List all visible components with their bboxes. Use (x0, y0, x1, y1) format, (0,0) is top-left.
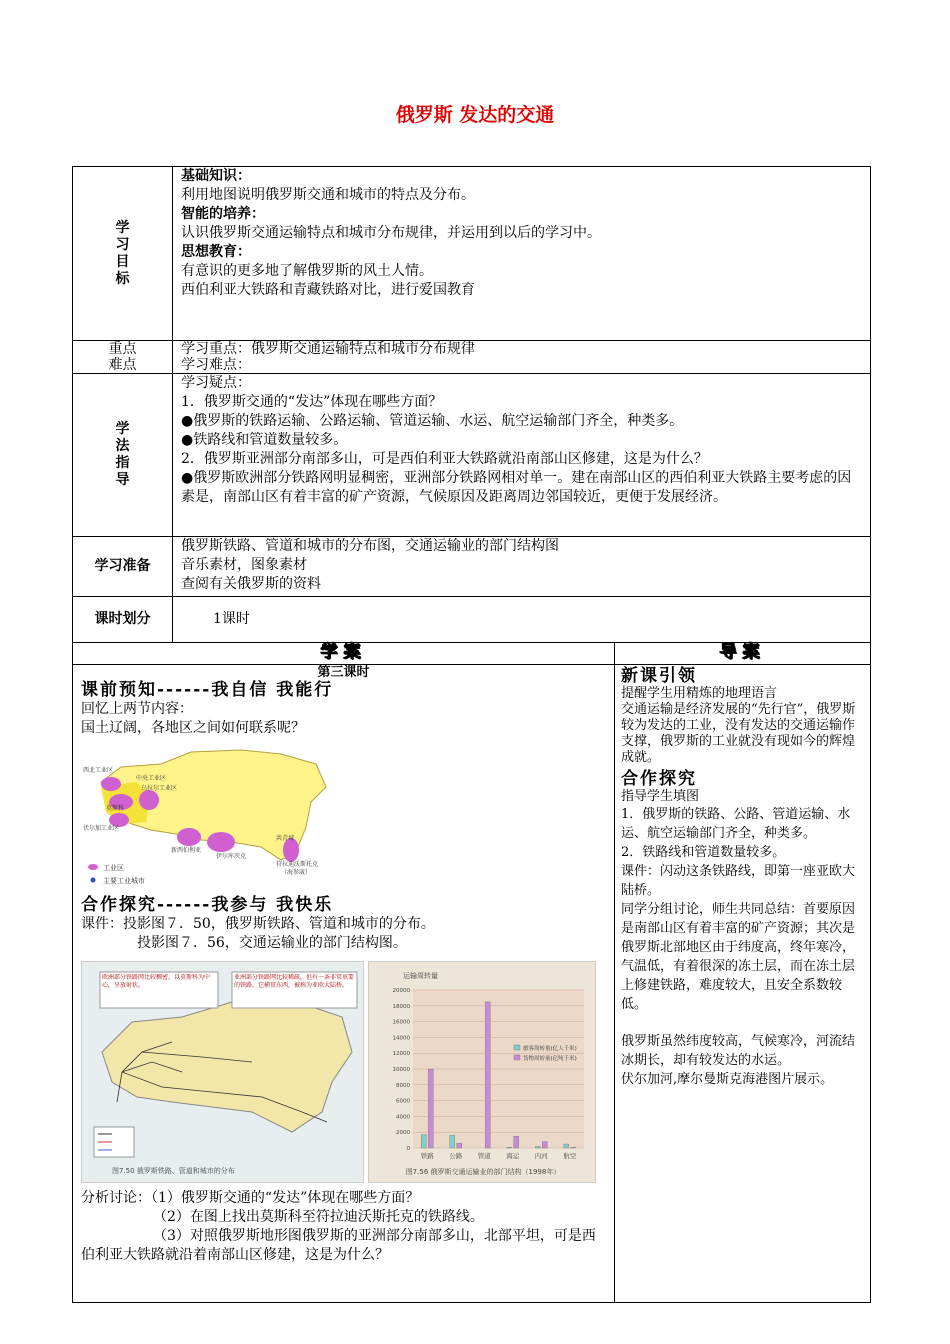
difficulty-text: 学习难点： (181, 357, 251, 373)
prep-line-1: 俄罗斯铁路、管道和城市的分布图，交通运输业的部门结构图 (181, 538, 559, 554)
method-line-6: ●俄罗斯欧洲部分铁路网明显稠密，亚洲部分铁路网相对单一。建在南部山区的西伯利亚大铁路主要考虑的因素是，南部山区有着丰富的矿产资源，气候原因及距离周边邻国较近，更便于发展经济。 (181, 470, 852, 505)
chart-legend-swatch (514, 1055, 520, 1060)
legend-zone-swatch (88, 864, 98, 870)
guide-line-4: 1．俄罗斯的铁路、公路、管道运输、水运、航空运输部门齐全，种类多。 (621, 807, 851, 841)
map-label-1: 中央工业区 (136, 775, 167, 782)
objectives-content (173, 167, 871, 341)
map-label-6: 共青城 (276, 835, 295, 842)
method-label-cell (73, 374, 173, 537)
chart-bar (507, 1147, 512, 1148)
intro-heading: 新课引领 (621, 666, 697, 686)
chart-ylabel: 运输周转量 (403, 972, 438, 980)
chart-ytick-label: 2000 (396, 1130, 410, 1137)
guide-line-3: 指导学生填图 (621, 789, 700, 804)
study-header-cell (73, 643, 615, 665)
method-label: 学法指导 (115, 421, 130, 488)
railway-map-caption: 图7.50 俄罗斯铁路、管道和城市的分布 (112, 1167, 235, 1175)
chart-ytick-label: 12000 (392, 1051, 410, 1058)
guide-line-5: 2．铁路线和管道数量较多。 (621, 845, 786, 860)
knowledge-text: 利用地图说明俄罗斯交通和城市的特点及分布。 (181, 187, 475, 203)
method-line-4: ●铁路线和管道数量较多。 (181, 432, 348, 448)
method-content (173, 374, 871, 537)
thought-text-2: 西伯利亚大铁路和青藏铁路对比，进行爱国教育 (181, 282, 475, 298)
guide-header: 导案 (719, 642, 766, 662)
map-label-5: 莫斯科 (106, 805, 125, 812)
plan-body-row (73, 665, 871, 1303)
guide-coop-heading: 合作探究 (621, 769, 697, 789)
study-header: 学案 (320, 642, 367, 662)
chart-bar (542, 1142, 547, 1148)
recall-question: 国土辽阔，各地区之间如何联系呢？ (81, 720, 305, 736)
chart-ytick-label: 10000 (392, 1067, 410, 1073)
page-title: 俄罗斯 发达的交通 (395, 104, 555, 126)
keypoints-row (73, 341, 871, 374)
chart-bar (564, 1144, 569, 1148)
zone-ural (139, 790, 159, 810)
guide-line-1: 提醒学生用精炼的地理语言 (621, 686, 778, 701)
map-note-asia: 亚洲部分铁路网比较稀疏，但有一条非常重要的铁路，它横贯东西，被称为亚欧大陆桥。 (234, 974, 355, 989)
chart-xtick-label: 航空 (563, 1152, 577, 1160)
map-label-0: 西北工业区 (83, 767, 114, 774)
chart-xtick-label: 海运 (506, 1152, 520, 1160)
chart-legend-swatch (514, 1045, 520, 1050)
legend-zone-text: 工业区 (103, 864, 124, 872)
preview-heading: 课前预知------我自信 我能行 (81, 680, 334, 700)
industrial-map-svg (81, 742, 331, 890)
discussion-3: （3）对照俄罗斯地形图俄罗斯的亚洲部分南部多山，北部平坦，可是西伯利亚大铁路就沿着南部山区修建，这是为什么？ (81, 1228, 596, 1263)
projection-text: 投影图７．56，交通运输业的部门结构图。 (137, 935, 407, 951)
prep-label: 学习准备 (73, 537, 173, 597)
period-row (73, 597, 871, 643)
recall-text: 回忆上两节内容： (81, 701, 193, 717)
prep-line-3: 查阅有关俄罗斯的资料 (181, 576, 321, 592)
session-label: 第三课时 (317, 665, 370, 680)
chart-bar (514, 1136, 519, 1148)
plan-header-row (73, 643, 871, 665)
guide-column (615, 665, 871, 1303)
map-label-3: 伏尔加工业区 (83, 825, 120, 832)
legend-city-text: 主要工业城市 (103, 877, 145, 885)
chart-xtick-label: 公路 (449, 1152, 463, 1160)
keypoints-content (173, 341, 871, 374)
figures-row (81, 961, 606, 1183)
chart-bar (457, 1143, 462, 1148)
chart-ytick-label: 18000 (392, 1003, 410, 1010)
keypoints-label-cell (73, 341, 173, 374)
thought-text-1: 有意识的更多地了解俄罗斯的风土人情。 (181, 263, 433, 279)
study-column (73, 665, 615, 1303)
chart-bar (450, 1135, 455, 1148)
chart-ytick-label: 6000 (396, 1098, 410, 1105)
map-label-2: 乌拉尔工业区 (141, 785, 178, 792)
method-row (73, 374, 871, 537)
chart-caption: 图7.56 俄罗斯交通运输业的部门结构（1998年） (405, 1168, 561, 1176)
chart-xtick-label: 管道 (477, 1152, 491, 1160)
chart-ytick-label: 8000 (396, 1082, 410, 1089)
prep-content (173, 537, 871, 597)
discussion-1: 分析讨论：（1）俄罗斯交通的“发达”体现在哪些方面？ (81, 1190, 420, 1206)
method-line-3: ●俄罗斯的铁路运输、公路运输、管道运输、水运、航空运输部门齐全，种类多。 (181, 413, 684, 429)
zone-irkutsk (207, 832, 235, 852)
transport-chart (368, 961, 596, 1183)
courseware-text: 课件：投影图７．50，俄罗斯铁路、管道和城市的分布。 (81, 916, 435, 932)
prep-row (73, 537, 871, 597)
railway-map (81, 961, 364, 1183)
chart-bar (571, 1147, 576, 1148)
chart-bar (421, 1135, 426, 1148)
zone-northwest (101, 777, 121, 791)
railway-map-svg (82, 962, 364, 1183)
map-label-7: 伊尔库茨克 (216, 853, 247, 860)
coop-heading: 合作探究------我参与 我快乐 (81, 895, 334, 915)
knowledge-heading: 基础知识： (181, 168, 251, 184)
key-point-text: 学习重点：俄罗斯交通运输特点和城市分布规律 (181, 341, 475, 357)
discussion-2: （2）在图上找出莫斯科至符拉迪沃斯托克的铁路线。 (153, 1209, 484, 1225)
ability-text: 认识俄罗斯交通运输特点和城市分布规律，并运用到以后的学习中。 (181, 225, 601, 241)
chart-bar (485, 1002, 490, 1148)
lesson-plan-table (72, 166, 871, 1303)
zone-novosibirsk (177, 828, 201, 846)
transport-chart-svg (369, 962, 596, 1183)
guide-line-6: 课件：闪动这条铁路线，即第一座亚欧大陆桥。 (621, 864, 856, 898)
method-line-1: 学习疑点： (181, 375, 251, 391)
guide-line-8: 俄罗斯虽然纬度较高，气候寒冷，河流结冰期长，却有较发达的水运。 (621, 1034, 856, 1068)
map-note-europe: 欧洲部分铁路网比较稠密，以莫斯科为中心，呈放射状。 (102, 974, 211, 989)
prep-line-2: 音乐素材，图象素材 (181, 557, 307, 573)
chart-bar (428, 1069, 433, 1148)
key-label: 重点 (108, 341, 137, 357)
period-value: 1课时 (173, 597, 871, 643)
method-line-2: 1．俄罗斯交通的“发达”体现在哪些方面？ (181, 394, 443, 410)
chart-bar (535, 1146, 540, 1148)
chart-xtick-label: 内河 (534, 1152, 548, 1160)
objectives-label: 学习目标 (115, 219, 130, 287)
map-label-9: （海参崴） (281, 869, 312, 876)
chart-ytick-label: 14000 (392, 1035, 410, 1042)
period-label: 课时划分 (73, 597, 173, 643)
legend-city-swatch (91, 878, 96, 883)
guide-line-7: 同学分组讨论，师生共同总结：首要原因是南部山区有着丰富的矿产资源；其次是俄罗斯北部地区由于纬度高，终年寒冷，气温低，有着很深的冻土层，而在冻土层上修建铁路，难度较大，且安全系数较低。 (621, 902, 856, 1012)
objectives-label-cell (73, 167, 173, 341)
map-label-4: 新西伯利亚 (171, 847, 202, 854)
guide-line-2: 交通运输是经济发展的“先行官”，俄罗斯较为发达的工业，没有发达的交通运输作支撑，俄罗斯的工业就没有现如今的辉煌成就。 (621, 702, 856, 765)
map-label-8: 符拉迪沃斯托克 (276, 861, 319, 868)
guide-header-cell (615, 643, 871, 665)
chart-legend-label: 旅客周转量(亿人千米) (523, 1046, 577, 1052)
method-line-5: 2．俄罗斯亚洲部分南部多山，可是西伯利亚大铁路就沿南部山区修建，这是为什么？ (181, 451, 708, 467)
thought-heading: 思想教育： (181, 244, 251, 260)
chart-xtick-label: 铁路 (420, 1152, 434, 1160)
industrial-map (81, 742, 331, 890)
chart-ytick-label: 20000 (392, 988, 410, 994)
chart-ytick-label: 0 (406, 1146, 410, 1152)
ability-heading: 智能的培养： (181, 206, 265, 222)
objectives-row (73, 167, 871, 341)
chart-ytick-label: 4000 (396, 1114, 410, 1121)
difficulty-label: 难点 (108, 357, 137, 373)
guide-line-9: 伏尔加河,摩尔曼斯克海港图片展示。 (621, 1072, 834, 1087)
chart-legend-label: 货物周转量(亿吨千米) (523, 1056, 577, 1062)
chart-ytick-label: 16000 (392, 1019, 410, 1026)
